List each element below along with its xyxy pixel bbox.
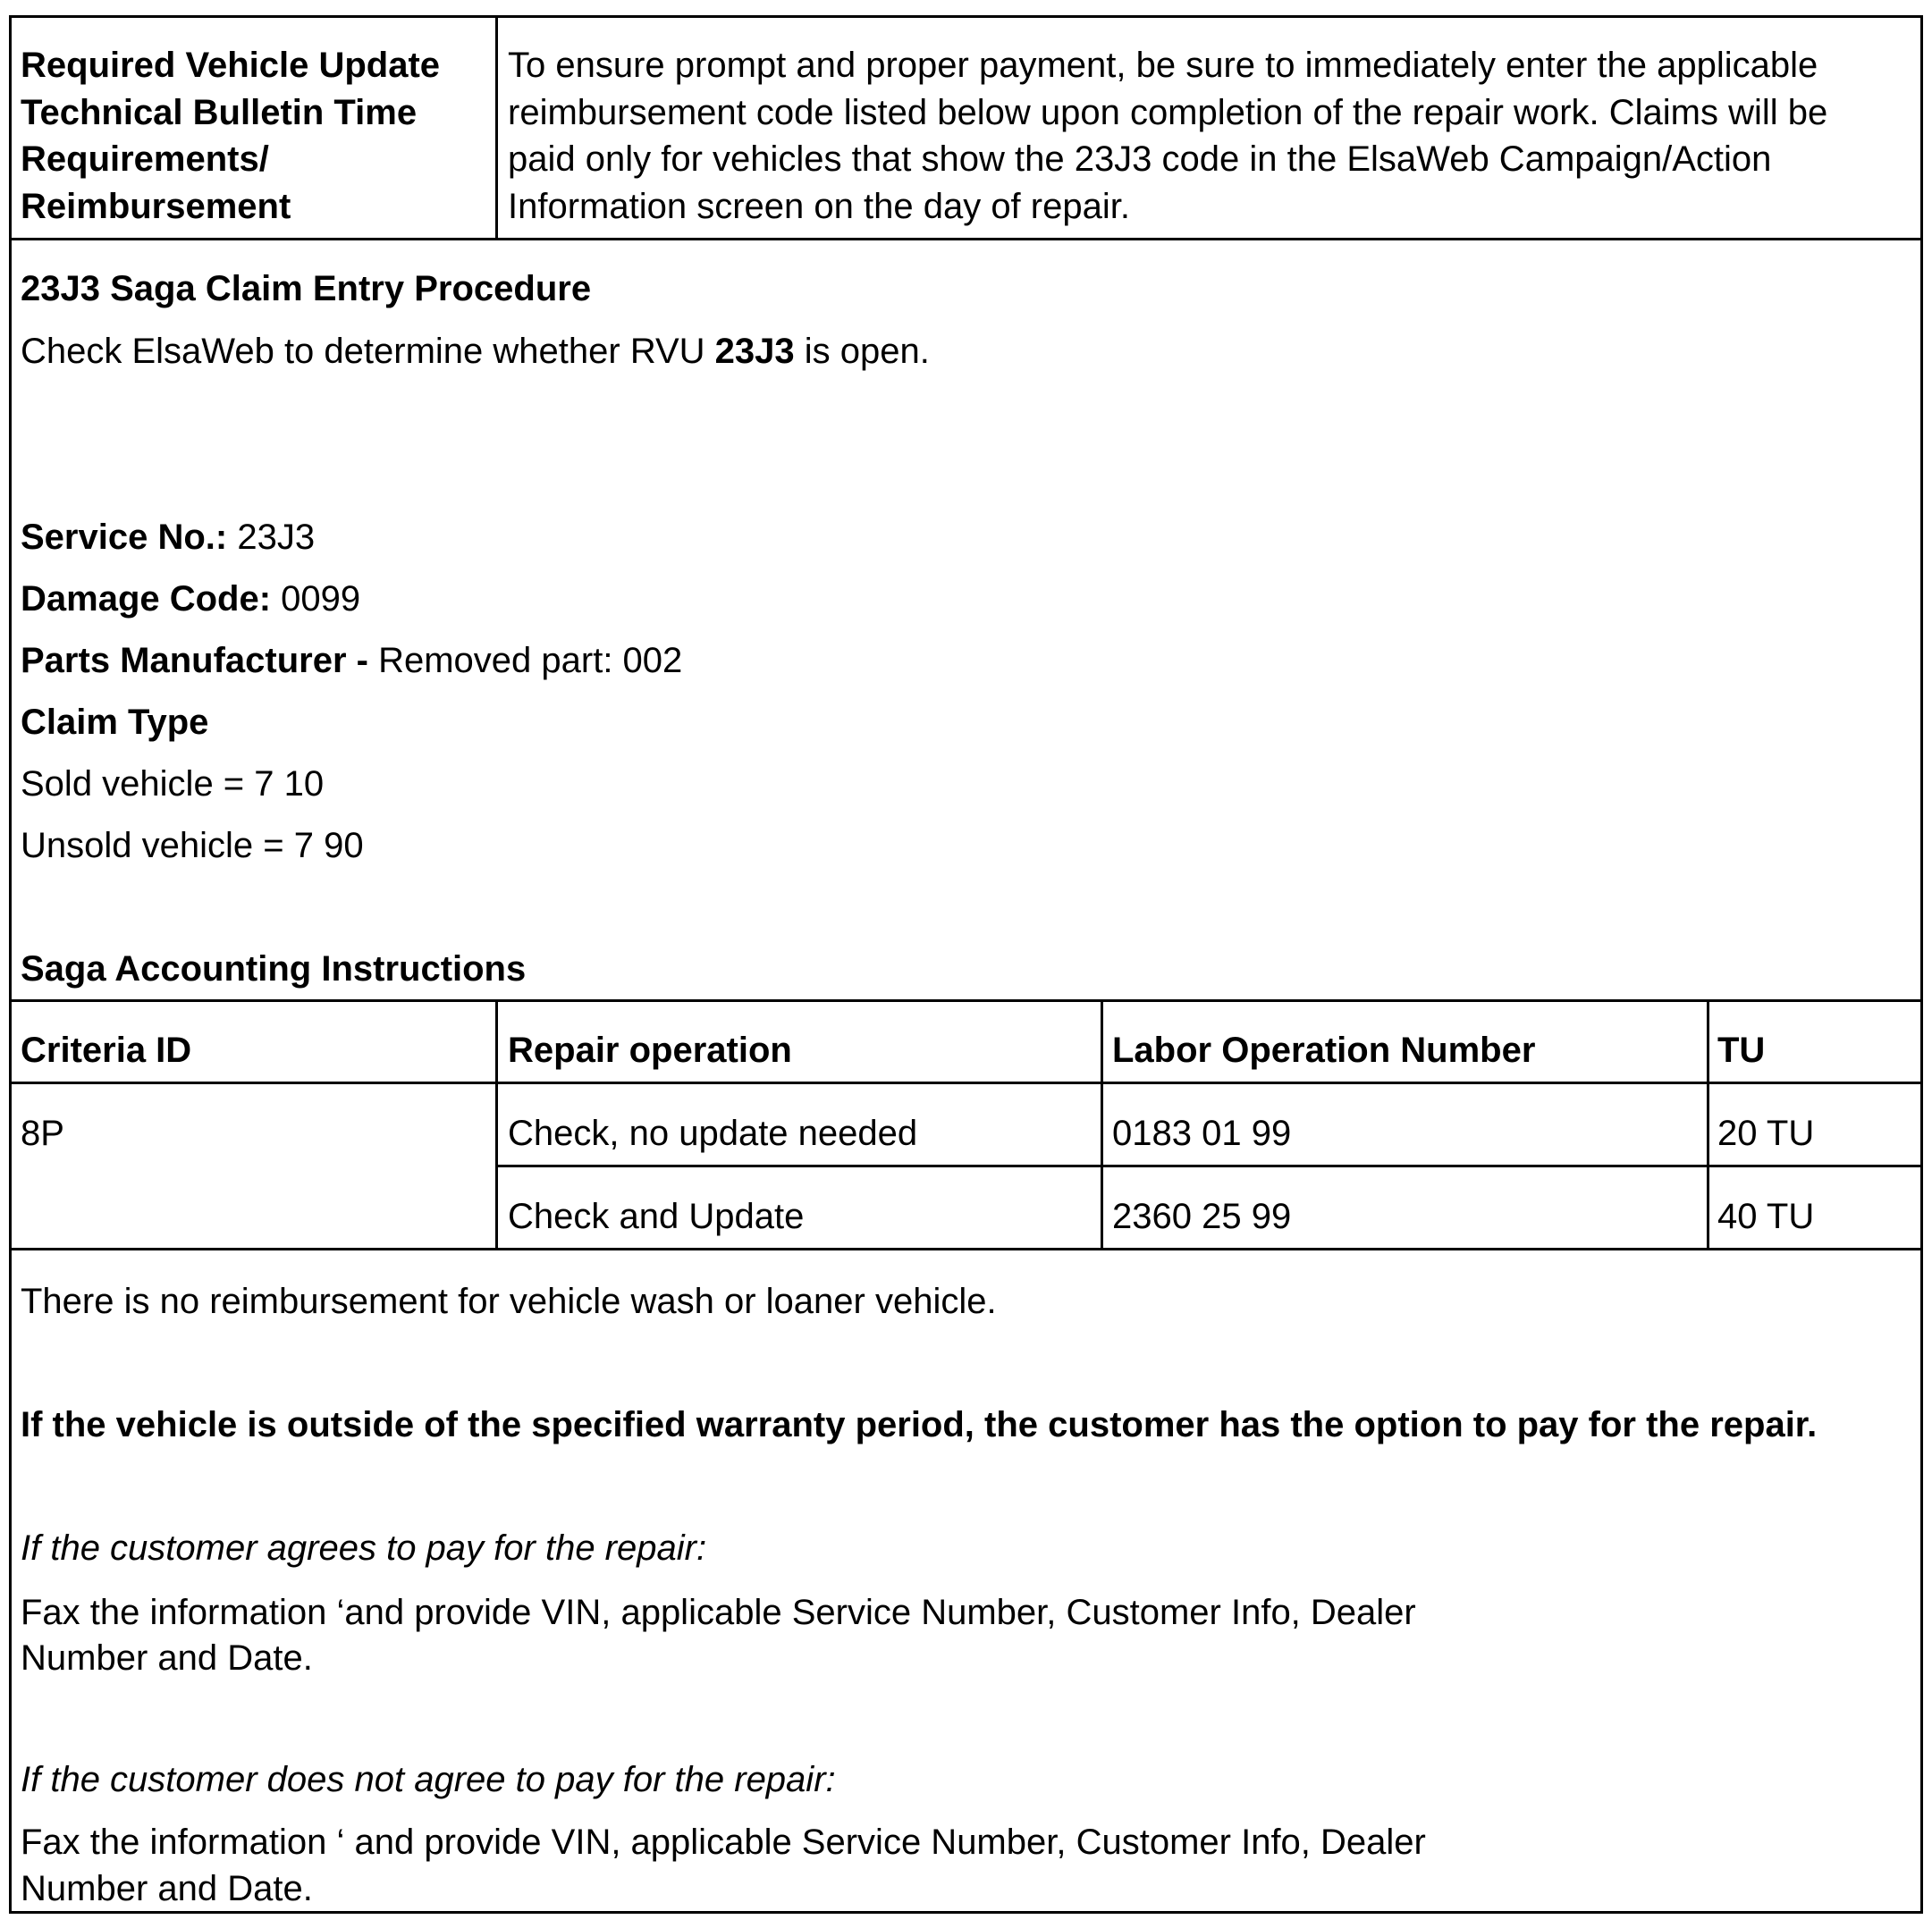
table-col-divider (1101, 999, 1103, 1250)
table-cell-tu: 40 TU (1717, 1197, 1815, 1236)
no-reimbursement-note: There is no reimbursement for vehicle wash or loaner vehicle. (21, 1282, 997, 1321)
service-label: Service No.: (21, 518, 228, 557)
service-number (21, 514, 315, 560)
claim-type-label: Claim Type (21, 703, 209, 742)
damage-label: Damage Code: (21, 579, 272, 619)
header-label-line: Requirements/ (21, 139, 269, 179)
warranty-note: If the vehicle is outside of the specified warranty period, the customer has the option to pay for the repair. (21, 1405, 1818, 1444)
claim-type-unsold: Unsold vehicle = 7 90 (21, 826, 364, 865)
table-header-cell: TU (1717, 1031, 1766, 1070)
parts-label: Parts Manufacturer - (21, 641, 368, 680)
table-bottom-rule (9, 1248, 1923, 1250)
header-text-line: paid only for vehicles that show the 23J3 code in the ElsaWeb Campaign/Action (508, 139, 1772, 179)
criteria-id-cell: 8P (21, 1114, 64, 1153)
table-top-rule (9, 999, 1923, 1002)
header-bottom-rule (9, 238, 1923, 240)
parts-value: Removed part: 002 (367, 641, 683, 680)
agrees-instruction-line: Number and Date. (21, 1638, 313, 1678)
check-instruction (21, 328, 930, 375)
header-text-line: To ensure prompt and proper payment, be sure to immediately enter the applicable (508, 46, 1818, 85)
agrees-instruction-line: Fax the information ‘and provide VIN, applicable Service Number, Customer Info, Dealer (21, 1593, 1416, 1632)
table-header-rule (9, 1082, 1923, 1084)
table-header-cell: Labor Operation Number (1112, 1031, 1536, 1070)
accounting-title: Saga Accounting Instructions (21, 949, 527, 989)
header-divider (495, 15, 498, 240)
table-cell-operation: Check and Update (508, 1197, 805, 1236)
header-text-line: Information screen on the day of repair. (508, 187, 1130, 226)
parts-manufacturer (21, 637, 682, 684)
table-col-divider (1707, 999, 1709, 1250)
not-agree-heading: If the customer does not agree to pay for the repair: (21, 1760, 836, 1799)
header-text-line: reimbursement code listed below upon completion of the repair work. Claims will be (508, 93, 1828, 132)
header-label-line: Reimbursement (21, 187, 291, 226)
claim-type-sold: Sold vehicle = 7 10 (21, 764, 325, 804)
damage-value: 0099 (271, 579, 361, 619)
table-col-divider (495, 999, 498, 1250)
agrees-heading: If the customer agrees to pay for the repair: (21, 1528, 707, 1568)
table-cell-labor: 0183 01 99 (1112, 1114, 1292, 1153)
check-prefix: Check ElsaWeb to determine whether RVU (21, 332, 715, 371)
header-label-line: Technical Bulletin Time (21, 93, 418, 132)
table-cell-tu: 20 TU (1717, 1114, 1815, 1153)
table-header-cell: Criteria ID (21, 1031, 192, 1070)
not-agree-instruction-line: Number and Date. (21, 1869, 313, 1908)
table-cell-operation: Check, no update needed (508, 1114, 918, 1153)
not-agree-instruction-line: Fax the information ‘ and provide VIN, applicable Service Number, Customer Info, Dealer (21, 1823, 1426, 1862)
procedure-title: 23J3 Saga Claim Entry Procedure (21, 269, 592, 308)
header-label-line: Required Vehicle Update (21, 46, 441, 85)
table-cell-labor: 2360 25 99 (1112, 1197, 1292, 1236)
check-code: 23J3 (714, 332, 795, 371)
damage-code (21, 576, 360, 622)
table-header-cell: Repair operation (508, 1031, 792, 1070)
check-suffix: is open. (794, 332, 930, 371)
service-value: 23J3 (227, 518, 316, 557)
